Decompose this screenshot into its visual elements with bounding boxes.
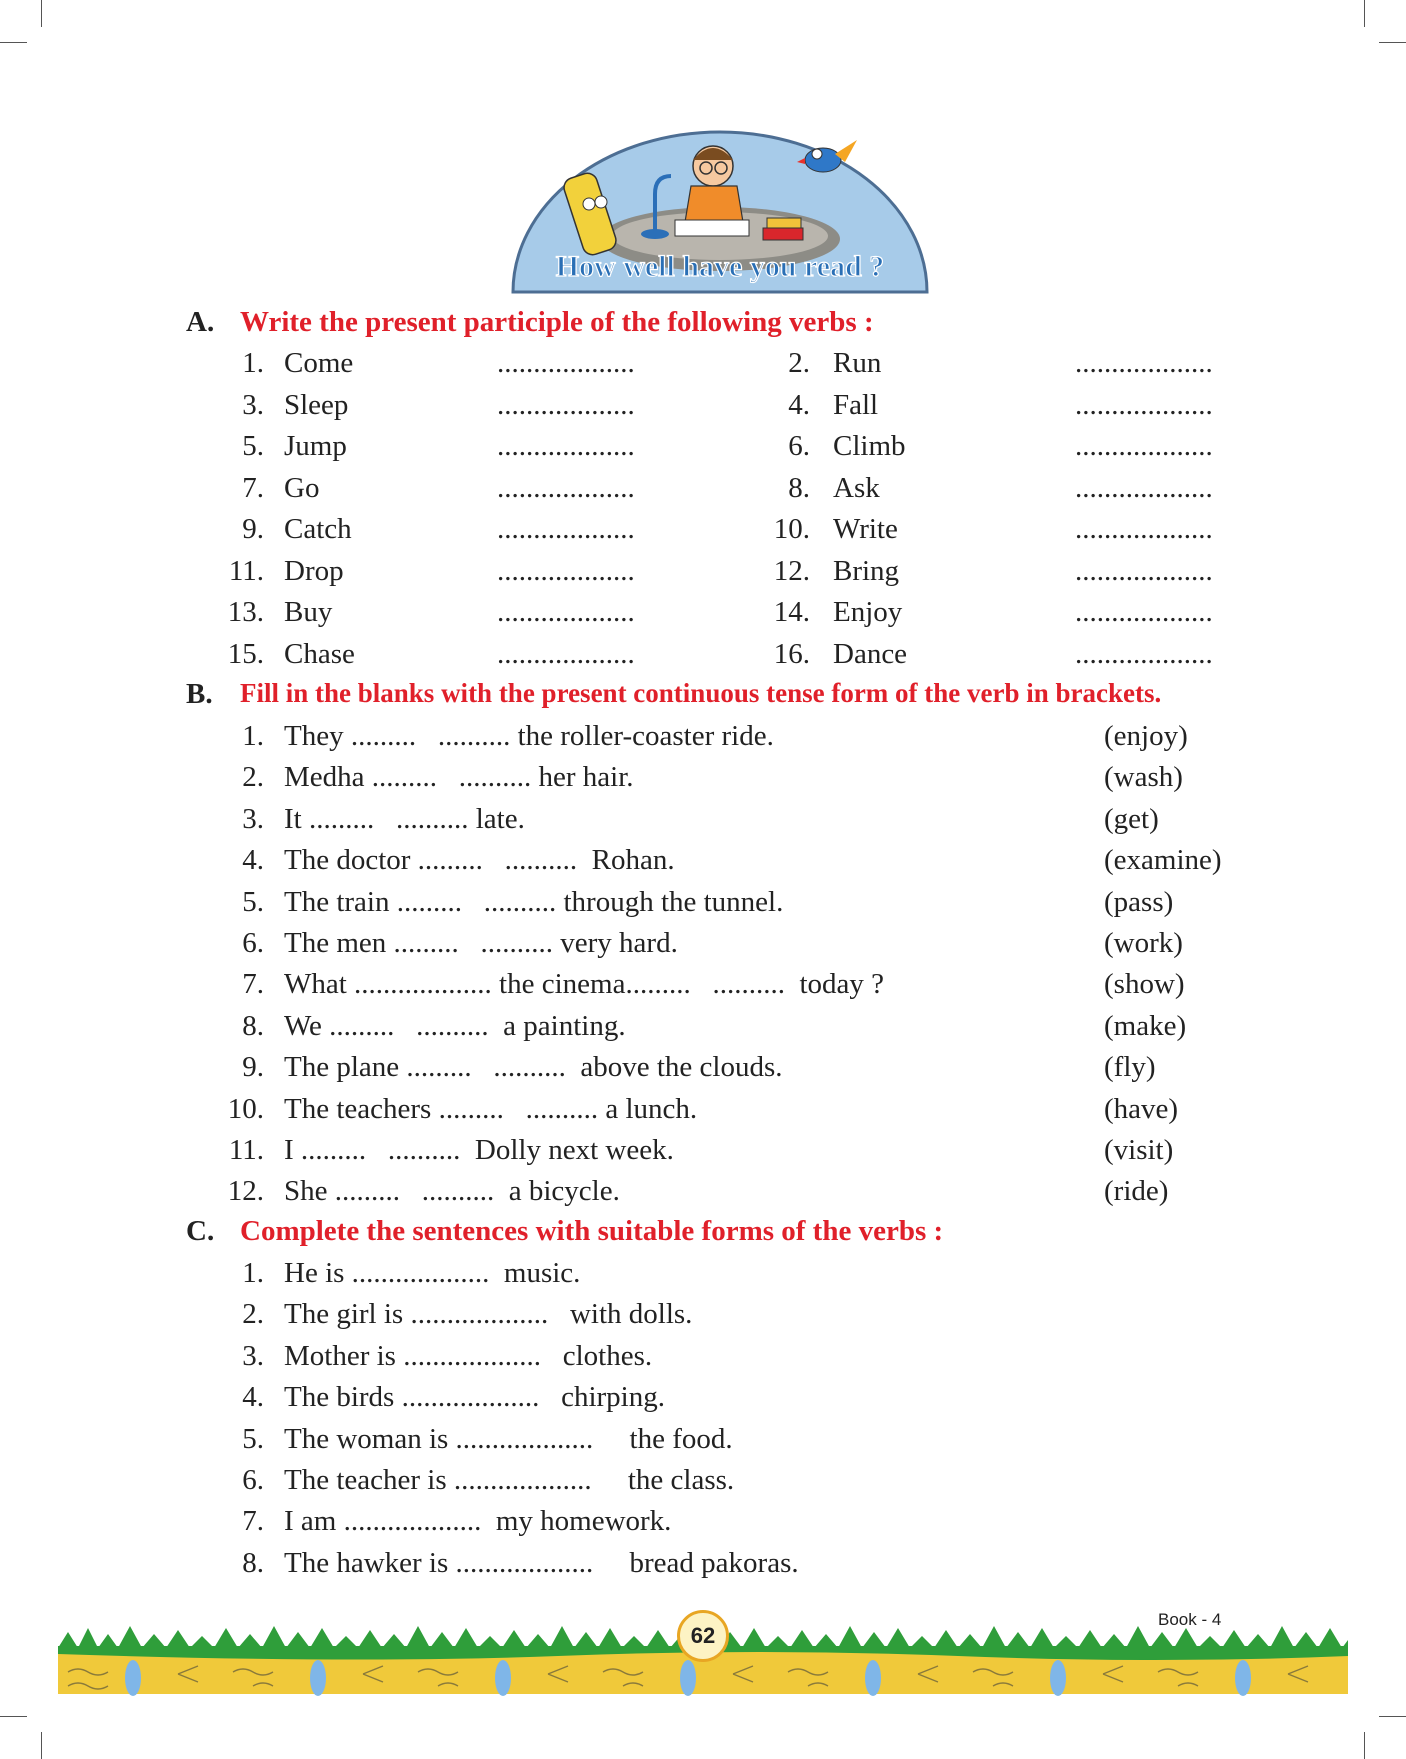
- sentence: They ......... .......... the roller-coaster ride.: [284, 720, 774, 752]
- item-number: 12.: [773, 554, 810, 587]
- answer-blank: ...................: [1075, 596, 1213, 628]
- answer-blank: ...................: [497, 637, 635, 670]
- item-number: 11.: [228, 554, 264, 587]
- verb-word: Come: [284, 347, 354, 379]
- verb-hint: (show): [1104, 968, 1185, 1001]
- section-b-heading: Fill in the blanks with the present continuous tense form of the verb in brackets.: [240, 678, 1162, 708]
- sentence: What ................... the cinema......... .......... today ?: [284, 968, 885, 1001]
- sentence: The teachers ......... .......... a lunch.: [284, 1092, 698, 1125]
- book-label: Book - 4: [1158, 1610, 1222, 1629]
- answer-blank: ...................: [1075, 430, 1213, 462]
- verb-word: Write: [833, 513, 898, 545]
- sentence: Medha ......... .......... her hair.: [284, 761, 634, 794]
- item-number: 7.: [242, 471, 264, 504]
- item-number: 8.: [788, 471, 810, 504]
- sentence: The doctor ......... .......... Rohan.: [284, 844, 675, 877]
- page-number: 62: [677, 1610, 729, 1662]
- item-number: 10.: [773, 513, 810, 545]
- item-number: 15.: [227, 637, 264, 670]
- answer-blank: ...................: [497, 430, 635, 462]
- sentence: The men ......... .......... very hard.: [284, 927, 678, 959]
- answer-blank: ...................: [497, 471, 635, 504]
- sentence: The plane ......... .......... above the clouds.: [284, 1051, 783, 1084]
- sentence: I ......... .......... Dolly next week.: [284, 1134, 674, 1166]
- item-number: 5.: [242, 430, 264, 462]
- sentence: He is ................... music.: [284, 1257, 581, 1289]
- sentence: It ......... .......... late.: [284, 802, 525, 835]
- crop-mark: [0, 42, 27, 43]
- verb-word: Bring: [833, 554, 900, 587]
- item-number: 4.: [242, 1381, 264, 1414]
- verb-hint: (visit): [1104, 1134, 1174, 1166]
- item-number: 2.: [242, 1298, 264, 1331]
- item-number: 7.: [242, 968, 264, 1001]
- verb-hint: (enjoy): [1104, 720, 1188, 752]
- sentence: The birds ................... chirping.: [284, 1381, 665, 1414]
- answer-blank: ...................: [497, 513, 635, 545]
- answer-blank: ...................: [1075, 471, 1213, 504]
- item-number: 6.: [788, 430, 810, 462]
- item-number: 12.: [227, 1175, 264, 1208]
- verb-hint: (fly): [1104, 1051, 1156, 1084]
- verb-hint: (ride): [1104, 1175, 1169, 1208]
- section-a-letter: A.: [186, 306, 215, 338]
- verb-word: Chase: [284, 637, 355, 670]
- verb-word: Enjoy: [833, 596, 903, 628]
- sentence: The teacher is ................... the class.: [284, 1464, 735, 1496]
- item-number: 9.: [242, 513, 264, 545]
- item-number: 1.: [242, 1257, 264, 1289]
- sentence: The train ......... .......... through the tunnel.: [284, 885, 784, 918]
- crop-mark: [1379, 42, 1406, 43]
- verb-hint: (make): [1104, 1009, 1187, 1042]
- verb-word: Go: [284, 471, 320, 504]
- verb-word: Fall: [833, 388, 879, 421]
- answer-blank: ...................: [1075, 347, 1213, 379]
- item-number: 1.: [242, 720, 264, 752]
- verb-word: Sleep: [284, 388, 349, 421]
- verb-word: Run: [833, 347, 882, 379]
- verb-word: Climb: [833, 430, 906, 462]
- item-number: 4.: [788, 388, 810, 421]
- crop-mark: [0, 1716, 27, 1717]
- verb-word: Jump: [284, 430, 347, 462]
- verb-hint: (work): [1104, 927, 1183, 959]
- sentence: She ......... .......... a bicycle.: [284, 1175, 620, 1208]
- sentence: Mother is ................... clothes.: [284, 1339, 653, 1372]
- answer-blank: ...................: [1075, 554, 1213, 587]
- item-number: 8.: [242, 1546, 264, 1579]
- answer-blank: ...................: [1075, 513, 1213, 545]
- answer-blank: ...................: [497, 347, 635, 379]
- verb-word: Drop: [284, 554, 344, 587]
- verb-hint: (pass): [1104, 885, 1174, 918]
- answer-blank: ...................: [497, 554, 635, 587]
- verb-hint: (examine): [1104, 844, 1222, 877]
- banner-illustration: [505, 124, 935, 296]
- item-number: 6.: [242, 1464, 264, 1496]
- crop-mark: [1379, 1716, 1406, 1717]
- crop-mark: [41, 1732, 42, 1759]
- verb-word: Ask: [833, 471, 880, 504]
- item-number: 11.: [228, 1134, 264, 1166]
- section-c-letter: C.: [186, 1215, 215, 1247]
- crop-mark: [1364, 1732, 1365, 1759]
- sentence: The hawker is ................... bread pakoras.: [284, 1546, 799, 1579]
- item-number: 2.: [788, 347, 810, 379]
- sentence: The woman is ................... the food.: [284, 1422, 733, 1455]
- item-number: 6.: [242, 927, 264, 959]
- answer-blank: ...................: [1075, 637, 1213, 670]
- crop-mark: [41, 0, 42, 27]
- item-number: 3.: [242, 388, 264, 421]
- item-number: 5.: [242, 1422, 264, 1455]
- section-c-heading: Complete the sentences with suitable forms of the verbs :: [240, 1215, 944, 1247]
- sentence: We ......... .......... a painting.: [284, 1009, 626, 1042]
- item-number: 10.: [227, 1092, 264, 1125]
- item-number: 4.: [242, 844, 264, 877]
- item-number: 7.: [242, 1505, 264, 1538]
- item-number: 16.: [773, 637, 810, 670]
- answer-blank: ...................: [497, 596, 635, 628]
- banner-title: How well have you read ?: [555, 250, 885, 283]
- verb-word: Dance: [833, 637, 908, 670]
- sentence: I am ................... my homework.: [284, 1505, 672, 1538]
- item-number: 3.: [242, 802, 264, 835]
- section-b-letter: B.: [186, 678, 213, 710]
- item-number: 13.: [227, 596, 264, 628]
- verb-word: Catch: [284, 513, 352, 545]
- item-number: 2.: [242, 761, 264, 794]
- item-number: 9.: [242, 1051, 264, 1084]
- item-number: 14.: [773, 596, 810, 628]
- answer-blank: ...................: [497, 388, 635, 421]
- verb-hint: (get): [1104, 802, 1159, 835]
- item-number: 8.: [242, 1009, 264, 1042]
- section-a-heading: Write the present participle of the following verbs :: [240, 306, 874, 338]
- item-number: 3.: [242, 1339, 264, 1372]
- sentence: The girl is ................... with dolls.: [284, 1298, 693, 1331]
- crop-mark: [1364, 0, 1365, 27]
- verb-hint: (wash): [1104, 761, 1183, 794]
- banner: [505, 124, 935, 296]
- item-number: 1.: [242, 347, 264, 379]
- item-number: 5.: [242, 885, 264, 918]
- verb-hint: (have): [1104, 1092, 1179, 1125]
- answer-blank: ...................: [1075, 388, 1213, 421]
- books-icon: [763, 218, 803, 240]
- verb-word: Buy: [284, 596, 333, 628]
